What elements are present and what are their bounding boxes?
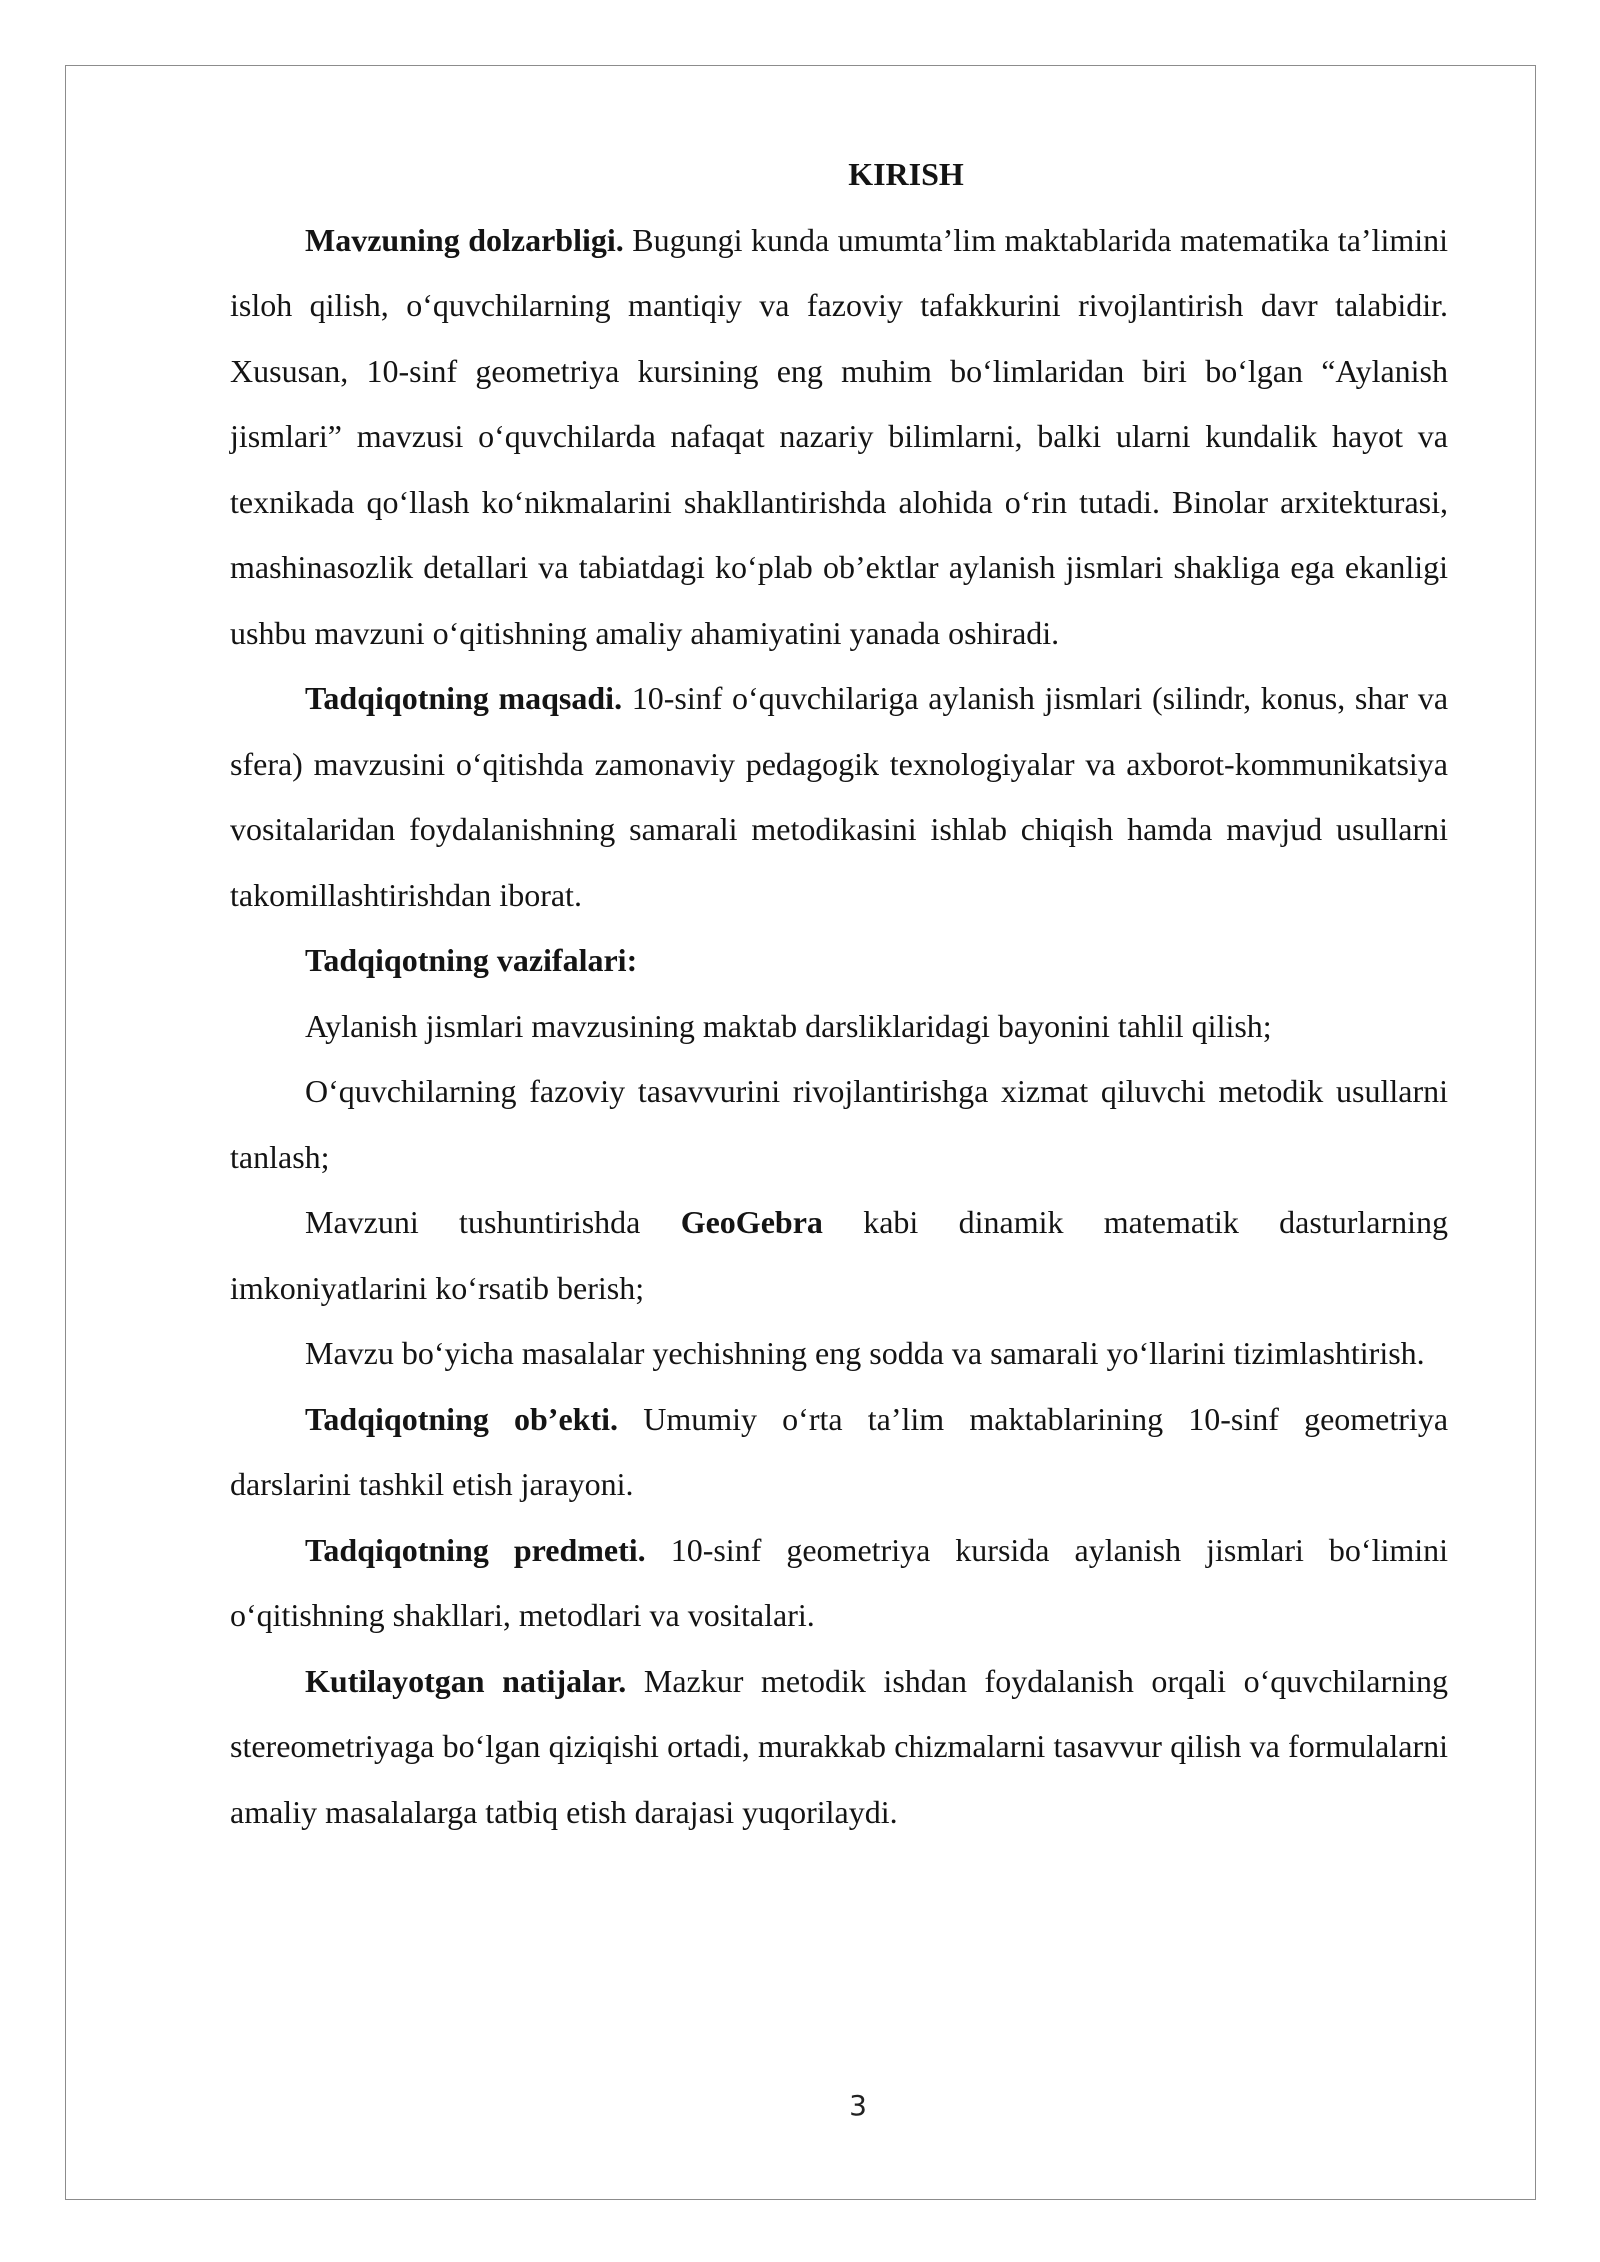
task-item-3: [230, 1190, 1448, 1321]
object-text: Umumiy o‘rta ta’lim maktablarining 10-sinf geometriya darslarini tashkil etish jarayoni.: [230, 1400, 1449, 1502]
page-title: KIRISH: [848, 156, 964, 192]
goal-text: 10-sinf o‘quvchilariga aylanish jismlari (silindr, konus, shar va sfera) mavzusini o‘qitishda zamonaviy pedagogik texnologiyalar va axborot-kommunikatsiya vositalaridan foydalanishning samarali metodikasini ishlab chiqish hamda mavjud usullarni takomillashtirishdan iborat.: [230, 680, 1449, 913]
object-heading: Tadqiqotning ob’ekti.: [305, 1400, 619, 1437]
page-number: 3: [849, 2089, 867, 2122]
expected-results-text: Mazkur metodik ishdan foydalanish orqali o‘quvchilarning stereometriyaga bo‘lgan qiziqishi ortadi, murakkab chizmalarni tasavvur qilish va formulalarni amaliy masalalarga tatbiq etish darajasi yuqorilaydi.: [230, 1662, 1449, 1830]
task-item-4: Mavzu bo‘yicha masalalar yechishning eng sodda va samarali yo‘llarini tizimlashtirish.: [305, 1335, 1425, 1371]
task-item-3-after: kabi dinamik matematik dasturlarning imkoniyatlarini ko‘rsatib berish;: [230, 1204, 1449, 1306]
relevance-text: Bugungi kunda umumta’lim maktablarida matematika ta’limini isloh qilish, o‘quvchilarning mantiqiy va fazoviy tafakkurini rivojlantirish davr talabidir. Xususan, 10-sinf geometriya kursining eng muhim bo‘limlaridan biri bo‘lgan “Aylanish jismlari” mavzusi o‘quvchilarda nafaqat nazariy bilimlarni, balki ularni kundalik hayot va texnikada qo‘llash ko‘nikmalarini shakllantirishda alohida o‘rin tutadi. Binolar arxitekturasi, mashinasozlik detallari va tabiatdagi ko‘plab ob’ektlar aylanish jismlari shakliga ega ekanligi ushbu mavzuni o‘qitishning amaliy ahamiyatini yanada oshiradi.: [230, 221, 1448, 651]
subject-heading: Tadqiqotning predmeti.: [305, 1531, 646, 1568]
object-paragraph: [230, 1387, 1448, 1518]
geogebra-term: GeoGebra: [680, 1204, 823, 1240]
subject-text: 10-sinf geometriya kursida aylanish jismlari bo‘limini o‘qitishning shakllari, metodlari va vositalari.: [230, 1531, 1449, 1633]
task-item-3-before: Mavzuni tushuntirishda: [305, 1204, 641, 1240]
tasks-heading-text: Tadqiqotning vazifalari:: [305, 942, 638, 978]
relevance-heading: Mavzuning dolzarbligi.: [305, 221, 624, 258]
goal-heading: Tadqiqotning maqsadi.: [305, 680, 623, 716]
subject-paragraph: [230, 1518, 1448, 1649]
expected-results-paragraph: [230, 1649, 1448, 1846]
task-item-1: Aylanish jismlari mavzusining maktab darsliklaridagi bayonini tahlil qilish;: [305, 1007, 1272, 1044]
task-item-2: O‘quvchilarning fazoviy tasavvurini rivojlantirishga xizmat qiluvchi metodik usullarni tanlash;: [230, 1073, 1448, 1175]
expected-results-heading: Kutilayotgan natijalar.: [305, 1662, 627, 1699]
goal-paragraph: [230, 666, 1448, 928]
tasks-heading: [230, 928, 1448, 994]
relevance-paragraph: [230, 208, 1448, 667]
document-body: [230, 142, 1448, 1845]
